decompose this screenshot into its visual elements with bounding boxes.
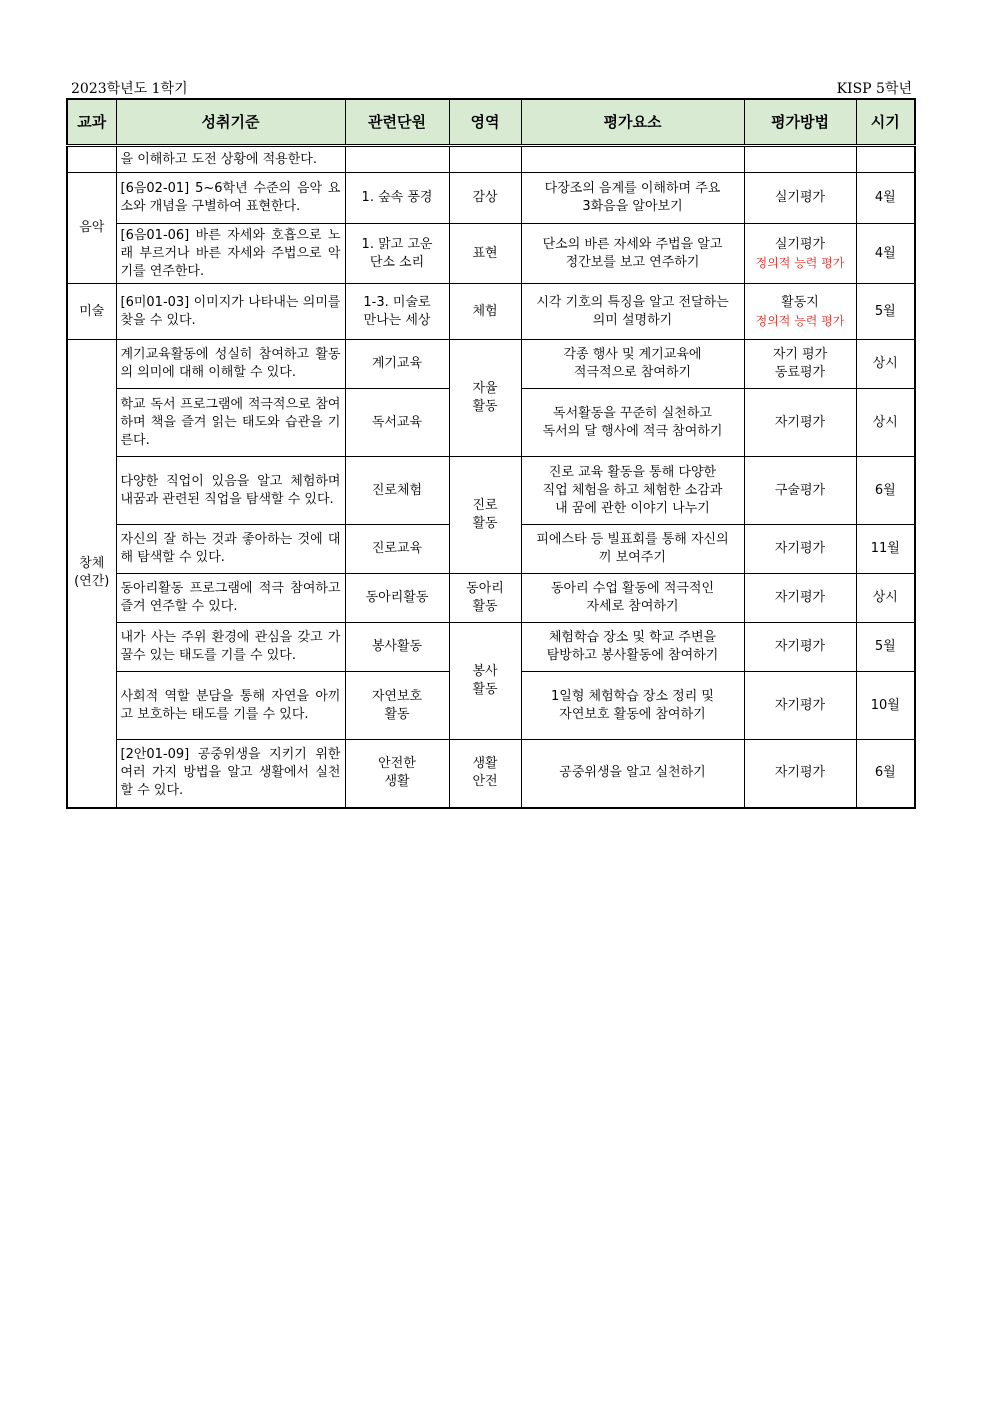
- grade-label: KISP 5학년: [836, 81, 912, 97]
- eval-cell: 독서활동을 꾸준히 실천하고 독서의 달 행사에 적극 참여하기: [521, 389, 744, 457]
- col-eval: 평가요소: [521, 99, 744, 146]
- col-standard: 성취기준: [116, 99, 345, 146]
- standard-cell: 을 이해하고 도전 상황에 적용한다.: [116, 146, 345, 173]
- time-cell: 6월: [856, 740, 915, 808]
- subject-cell-art: 미술: [67, 284, 116, 340]
- method-cell: 자기 평가 동료평가: [744, 340, 856, 389]
- time-cell: 상시: [856, 389, 915, 457]
- subject-cell-music: 음악: [67, 173, 116, 284]
- assessment-plan-table: [66, 98, 916, 809]
- eval-cell: 동아리 수업 활동에 적극적인 자세로 참여하기: [521, 574, 744, 623]
- method-cell: 실기평가 정의적 능력 평가: [744, 224, 856, 284]
- method-cell: 자기평가: [744, 672, 856, 740]
- eval-cell: 체험학습 장소 및 학교 주변을 탐방하고 봉사활동에 참여하기: [521, 623, 744, 672]
- method-cell: 실기평가: [744, 173, 856, 224]
- area-cell: 봉사 활동: [449, 623, 521, 740]
- eval-cell: 단소의 바른 자세와 주법을 알고 정간보를 보고 연주하기: [521, 224, 744, 284]
- area-cell: 진로 활동: [449, 457, 521, 574]
- table-row: [67, 224, 915, 284]
- unit-cell: 1-3. 미술로 만나는 세상: [345, 284, 449, 340]
- semester-label: 2023학년도 1학기: [71, 81, 188, 97]
- time-cell: 5월: [856, 623, 915, 672]
- eval-cell: 1일형 체험학습 장소 정리 및 자연보호 활동에 참여하기: [521, 672, 744, 740]
- standard-cell: 학교 독서 프로그램에 적극적으로 참여하며 책을 즐겨 읽는 태도와 습관을 기른다.: [116, 389, 345, 457]
- time-cell: 4월: [856, 173, 915, 224]
- time-cell: 11월: [856, 525, 915, 574]
- standard-cell: 계기교육활동에 성실히 참여하고 활동의 의미에 대해 이해할 수 있다.: [116, 340, 345, 389]
- table-row: [67, 457, 915, 525]
- eval-cell: 시각 기호의 특징을 알고 전달하는 의미 설명하기: [521, 284, 744, 340]
- area-cell: 동아리 활동: [449, 574, 521, 623]
- table-row: [67, 284, 915, 340]
- time-cell: 10월: [856, 672, 915, 740]
- col-time: 시기: [856, 99, 915, 146]
- standard-cell: 내가 사는 주위 환경에 관심을 갖고 가꿀수 있는 태도를 기를 수 있다.: [116, 623, 345, 672]
- unit-cell: 독서교육: [345, 389, 449, 457]
- col-area: 영역: [449, 99, 521, 146]
- method-cell: 활동지 정의적 능력 평가: [744, 284, 856, 340]
- unit-cell: 봉사활동: [345, 623, 449, 672]
- table-row: [67, 740, 915, 808]
- unit-cell: 안전한 생활: [345, 740, 449, 808]
- col-method: 평가방법: [744, 99, 856, 146]
- eval-cell: 피에스타 등 빌표회를 통해 자신의 끼 보여주기: [521, 525, 744, 574]
- standard-cell: [6음02-01] 5~6학년 수준의 음악 요소와 개념을 구별하여 표현한다.: [116, 173, 345, 224]
- table-row: [67, 173, 915, 224]
- table-row: [67, 623, 915, 672]
- table-row: [67, 340, 915, 389]
- table-row: [67, 574, 915, 623]
- standard-cell: 사회적 역할 분담을 통해 자연을 아끼고 보호하는 태도를 기를 수 있다.: [116, 672, 345, 740]
- affective-note: 정의적 능력 평가: [755, 255, 845, 270]
- affective-note: 정의적 능력 평가: [755, 313, 845, 328]
- standard-cell: 다양한 직업이 있음을 알고 체험하며 내꿈과 관련된 직업을 탐색할 수 있다.: [116, 457, 345, 525]
- unit-cell: 진로교육: [345, 525, 449, 574]
- time-cell: 상시: [856, 340, 915, 389]
- unit-cell: 자연보호 활동: [345, 672, 449, 740]
- method-cell: 자기평가: [744, 525, 856, 574]
- time-cell: 상시: [856, 574, 915, 623]
- method-cell: 자기평가: [744, 389, 856, 457]
- method-cell: 자기평가: [744, 623, 856, 672]
- eval-cell: 각종 행사 및 계기교육에 적극적으로 참여하기: [521, 340, 744, 389]
- area-cell: 생활 안전: [449, 740, 521, 808]
- standard-cell: 자신의 잘 하는 것과 좋아하는 것에 대해 탐색할 수 있다.: [116, 525, 345, 574]
- area-cell: 감상: [449, 173, 521, 224]
- unit-cell: 1. 맑고 고운 단소 소리: [345, 224, 449, 284]
- method-cell: 자기평가: [744, 740, 856, 808]
- unit-cell: 1. 숲속 풍경: [345, 173, 449, 224]
- col-subject: 교과: [67, 99, 116, 146]
- col-unit: 관련단원: [345, 99, 449, 146]
- time-cell: 4월: [856, 224, 915, 284]
- time-cell: 6월: [856, 457, 915, 525]
- area-cell: 자율 활동: [449, 340, 521, 457]
- eval-cell: 다장조의 음계를 이해하며 주요 3화음을 알아보기: [521, 173, 744, 224]
- eval-cell: 공중위생을 알고 실천하기: [521, 740, 744, 808]
- unit-cell: 동아리활동: [345, 574, 449, 623]
- area-cell: 표현: [449, 224, 521, 284]
- standard-cell: 동아리활동 프로그램에 적극 참여하고 즐겨 연주할 수 있다.: [116, 574, 345, 623]
- standard-cell: [2안01-09] 공중위생을 지키기 위한 여러 가지 방법을 알고 생활에서 실천할 수 있다.: [116, 740, 345, 808]
- eval-cell: 진로 교육 활동을 통해 다양한 직업 체험을 하고 체험한 소감과 내 꿈에 관한 이야기 나누기: [521, 457, 744, 525]
- standard-cell: [6음01-06] 바른 자세와 호흡으로 노래 부르거나 바른 자세와 주법으로 악기를 연주한다.: [116, 224, 345, 284]
- method-cell: 자기평가: [744, 574, 856, 623]
- method-cell: 구술평가: [744, 457, 856, 525]
- table-row: [67, 146, 915, 173]
- standard-cell: [6미01-03] 이미지가 나타내는 의미를 찾을 수 있다.: [116, 284, 345, 340]
- header-row: [67, 99, 915, 146]
- unit-cell: 진로체험: [345, 457, 449, 525]
- subject-cell-creative: 창체 (연간): [67, 340, 116, 808]
- unit-cell: 계기교육: [345, 340, 449, 389]
- area-cell: 체험: [449, 284, 521, 340]
- time-cell: 5월: [856, 284, 915, 340]
